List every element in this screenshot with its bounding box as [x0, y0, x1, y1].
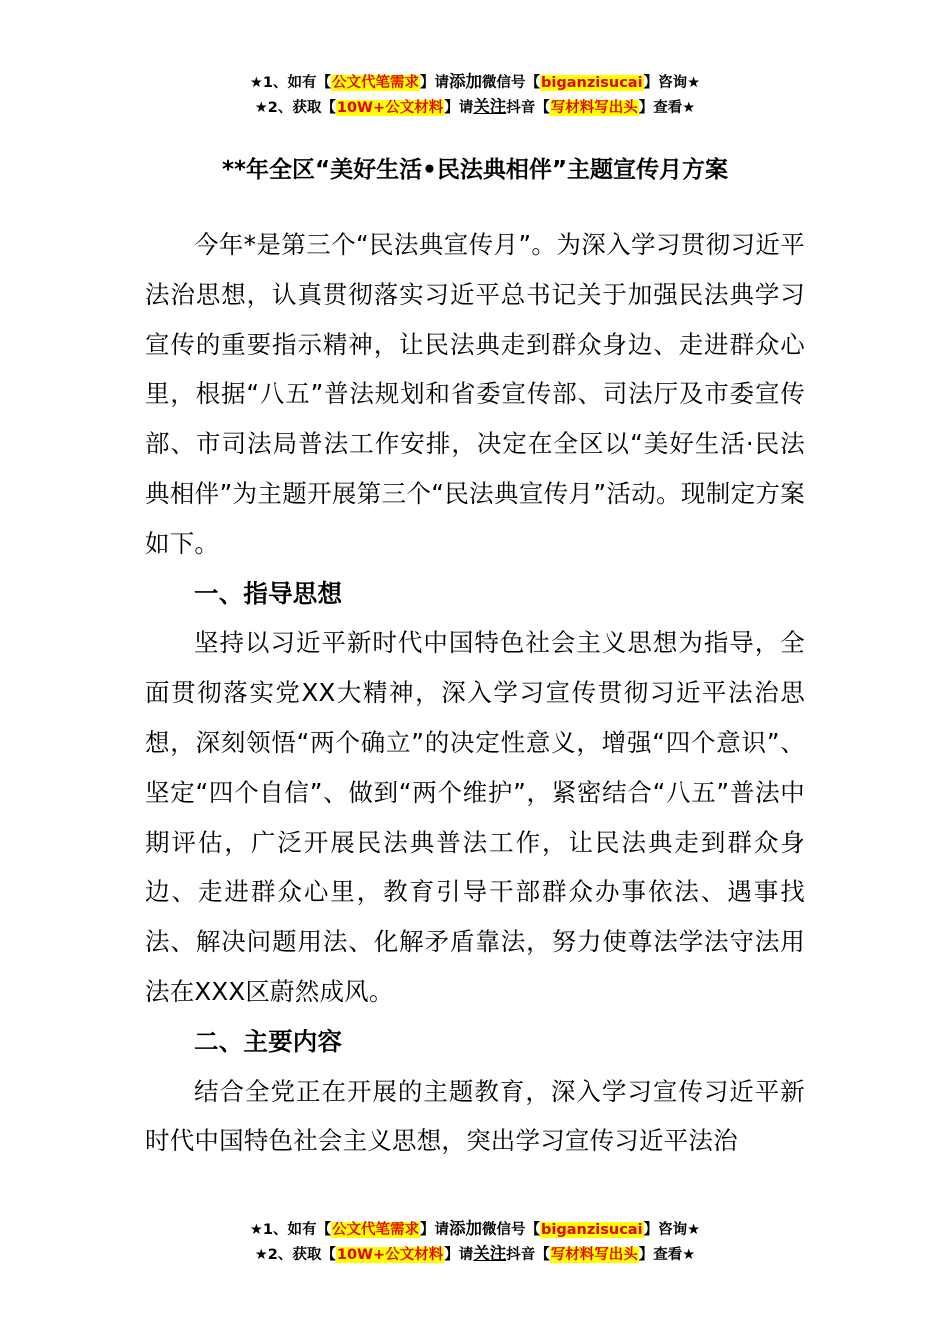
- footer-line-2: ★2、获取【10W+公文材料】请关注抖音【写材料写出头】查看★: [254, 1244, 696, 1263]
- section-heading-1: 一、指导思想: [194, 578, 343, 608]
- header-banner: [0, 70, 950, 120]
- highlight-materials: 10W+公文材料: [336, 100, 444, 116]
- footer-highlight-douyin-id: 写材料写出头: [550, 1247, 638, 1263]
- banner-line-2: ★2、获取【10W+公文材料】请关注抖音【写材料写出头】查看★: [254, 97, 696, 116]
- document-title: **年全区“美好生活•民法典相伴”主题宣传月方案: [222, 157, 728, 183]
- highlight-wechat-id: biganzisucai: [541, 75, 643, 91]
- highlight-douyin-id: 写材料写出头: [550, 100, 638, 116]
- section-heading-2: 二、主要内容: [194, 1026, 343, 1056]
- document-body: [145, 220, 805, 1166]
- footer-line-1: ★1、如有【公文代笔需求】请添加微信号【biganzisucai】咨询★: [249, 1219, 701, 1238]
- section-paragraph-1: 坚持以习近平新时代中国特色社会主义思想为指导，全面贯彻落实党XX大精神，深入学习宣传贯彻习近平法治思想，深刻领悟“两个确立”的决定性意义，增强“四个意识”、坚定“四个自信”、做到“两个维护”，紧密结合“八五”普法中期评估，广泛开展民法典普法工作，让民法典走到群众身边、走进群众心里，教育引导干部群众办事依法、遇事找法、解决问题用法、化解矛盾靠法，努力使尊法学法守法用法在XXX区蔚然成风。: [145, 628, 805, 1006]
- banner-line-1: ★1、如有【公文代笔需求】请添加微信号【biganzisucai】咨询★: [249, 72, 701, 91]
- footer-highlight-materials: 10W+公文材料: [336, 1247, 444, 1263]
- highlight-service: 公文代笔需求: [332, 75, 420, 91]
- footer-banner: [0, 1217, 950, 1267]
- footer-highlight-wechat-id: biganzisucai: [541, 1222, 643, 1238]
- intro-paragraph: 今年*是第三个“民法典宣传月”。为深入学习贯彻习近平法治思想，认真贯彻落实习近平总书记关于加强民法典学习宣传的重要指示精神，让民法典走到群众身边、走进群众心里，根据“八五”普法规划和省委宣传部、司法厅及市委宣传部、市司法局普法工作安排，决定在全区以“美好生活·民法典相伴”为主题开展第三个“民法典宣传月”活动。现制定方案如下。: [145, 230, 805, 558]
- footer-highlight-service: 公文代笔需求: [332, 1222, 420, 1238]
- section-paragraph-2: 结合全党正在开展的主题教育，深入学习宣传习近平新时代中国特色社会主义思想，突出学习宣传习近平法治: [145, 1076, 805, 1156]
